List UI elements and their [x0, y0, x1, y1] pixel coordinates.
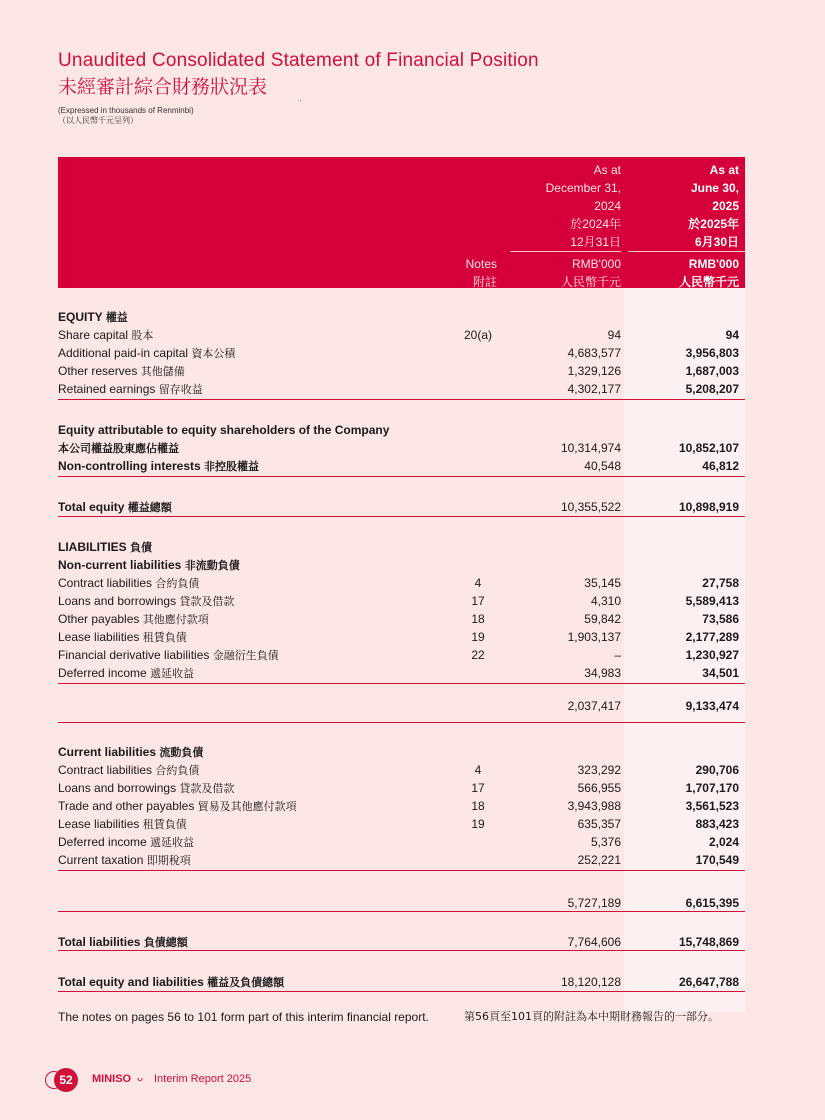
row-label-zh: 合約負債: [155, 577, 200, 590]
row-label-en: Total equity and liabilities: [58, 975, 204, 989]
table-rule: [58, 991, 745, 992]
row-label-en: Non-current liabilities: [58, 558, 182, 572]
row-value-2024: 10,314,974: [560, 441, 621, 455]
row-value-2025: 10,852,107: [678, 441, 739, 455]
row-value-2024: 59,842: [584, 612, 621, 626]
row-label-en: Non-controlling interests: [58, 459, 201, 473]
table-row: [58, 797, 745, 815]
row-label-en: Financial derivative liabilities: [58, 648, 210, 662]
report-name: Interim Report 2025: [154, 1073, 252, 1085]
page-title-zh: 未經審計綜合財務狀況表: [58, 76, 268, 98]
table-rule: [58, 722, 745, 723]
row-label-zh: 負債: [130, 541, 153, 554]
table-row: [58, 498, 745, 516]
table-row: [58, 743, 745, 761]
row-label-en: Lease liabilities: [58, 817, 140, 831]
header-unit-2025-en: RMB'000: [688, 257, 739, 271]
row-note: 19: [471, 630, 485, 644]
row-label-zh: 遞延收益: [150, 836, 195, 849]
currency-note-en: (Expressed in thousands of Renminbi): [58, 106, 194, 115]
table-row: [58, 833, 745, 851]
table-row: [58, 326, 745, 344]
row-label-en: Contract liabilities: [58, 763, 153, 777]
row-label-zh: 權益總額: [127, 501, 172, 514]
row-label: [58, 421, 389, 439]
row-label-zh: 資本公積: [191, 347, 236, 360]
row-label-en: Total liabilities: [58, 935, 141, 949]
row-label-zh: 其他儲備: [140, 365, 185, 378]
row-value-2024: 40,548: [584, 459, 621, 473]
row-label-en: Contract liabilities: [58, 576, 153, 590]
row-value-2025: 6,615,395: [685, 896, 739, 910]
header-2025-line: June 30,: [690, 181, 739, 195]
table-row: [58, 628, 745, 646]
row-label-zh: 貸款及借款: [179, 782, 235, 795]
row-note: 20(a): [463, 328, 492, 342]
header-divider-2024: [510, 251, 621, 252]
row-label: [58, 457, 259, 476]
table-row: [58, 894, 745, 912]
row-label-en: Loans and borrowings: [58, 594, 177, 608]
row-value-2024: 18,120,128: [560, 975, 621, 989]
row-label: [58, 326, 153, 345]
row-label: [58, 592, 234, 611]
row-label-en: LIABILITIES: [58, 540, 127, 554]
row-label: [58, 646, 279, 665]
row-value-2025: 94: [725, 328, 739, 342]
row-value-2025: 1,687,003: [685, 364, 739, 378]
row-label-en: Share capital: [58, 328, 129, 342]
table-rule: [58, 399, 745, 400]
row-label-en: Additional paid-in capital: [58, 346, 189, 360]
table-row: [58, 380, 745, 398]
row-note: 4: [474, 763, 482, 777]
header-2024-line: December 31,: [545, 181, 621, 195]
row-value-2024: 635,357: [577, 817, 621, 831]
header-2024-line: 2024: [594, 199, 621, 213]
row-label-zh: 貸款及借款: [179, 595, 235, 608]
row-label: [58, 815, 187, 834]
row-label-zh: 非流動負債: [184, 559, 240, 572]
row-value-2024: 5,727,189: [567, 896, 621, 910]
row-note: 17: [471, 594, 485, 608]
table-rule: [58, 950, 745, 951]
table-row: [58, 344, 745, 362]
row-label-en: Loans and borrowings: [58, 781, 177, 795]
header-2025-line: 6月30日: [694, 235, 739, 249]
table-row: [58, 592, 745, 610]
row-label-zh: 本公司權益股東應佔權益: [58, 442, 179, 455]
row-label-en: Deferred income: [58, 835, 147, 849]
row-value-2025: 10,898,919: [678, 500, 739, 514]
header-2024-line: As at: [593, 163, 621, 177]
row-value-2024: 323,292: [577, 763, 621, 777]
row-label-zh: 非控股權益: [204, 460, 260, 473]
header-2025-line: 於2025年: [688, 217, 739, 231]
row-value-2025: 2,024: [708, 835, 739, 849]
row-label-zh: 貿易及其他應付款項: [197, 800, 297, 813]
row-value-2025: 34,501: [702, 666, 739, 680]
table-row: [58, 308, 745, 326]
table-rule: [58, 870, 745, 871]
row-label: [58, 439, 179, 458]
table-row: [58, 538, 745, 556]
row-note: 4: [474, 576, 482, 590]
currency-note-zh: （以人民幣千元呈列）: [58, 116, 138, 125]
row-value-2024: 2,037,417: [567, 699, 621, 713]
row-label-zh: 遞延收益: [150, 667, 195, 680]
row-note: 18: [471, 799, 485, 813]
row-label: [58, 498, 172, 517]
row-label-zh: 負債總額: [143, 936, 188, 949]
page-number: 52: [54, 1068, 78, 1092]
row-value-2025: 1,707,170: [685, 781, 739, 795]
table-row: [58, 973, 745, 991]
table-row: [58, 362, 745, 380]
header-divider-2025: [628, 251, 745, 252]
row-note: 19: [471, 817, 485, 831]
row-value-2025: 170,549: [695, 853, 739, 867]
row-value-2025: 27,758: [702, 576, 739, 590]
stray-dot: [300, 100, 301, 101]
row-label-zh: 權益: [105, 311, 128, 324]
row-value-2025: 3,956,803: [685, 346, 739, 360]
row-label: [58, 610, 209, 629]
row-label: [58, 761, 199, 780]
table-rule: [58, 516, 745, 517]
row-value-2024: 1,329,126: [567, 364, 621, 378]
table-rule: [58, 476, 745, 477]
row-value-2024: 10,355,522: [560, 500, 621, 514]
row-value-2025: 1,230,927: [685, 648, 739, 662]
row-label: [58, 973, 284, 992]
header-2024-line: 於2024年: [570, 217, 621, 231]
row-value-2024: 252,221: [577, 853, 621, 867]
row-label-en: Total equity: [58, 500, 125, 514]
row-label-en: Deferred income: [58, 666, 147, 680]
row-label-en: Trade and other payables: [58, 799, 195, 813]
row-label-en: Other payables: [58, 612, 140, 626]
row-label: [58, 664, 194, 683]
row-value-2025: 3,561,523: [685, 799, 739, 813]
row-value-2025: 883,423: [695, 817, 739, 831]
row-label-zh: 租賃負債: [142, 631, 187, 644]
row-label-zh: 其他應付款項: [142, 613, 209, 626]
table-row: [58, 779, 745, 797]
row-value-2024: –: [614, 648, 621, 662]
row-value-2025: 2,177,289: [685, 630, 739, 644]
table-row: [58, 421, 745, 439]
header-2025-line: As at: [709, 163, 739, 177]
table-row: [58, 610, 745, 628]
header-col-2024: [500, 161, 621, 251]
row-value-2025: 9,133,474: [685, 699, 739, 713]
table-row: [58, 664, 745, 682]
row-label: [58, 574, 199, 593]
row-label-zh: 金融衍生負債: [212, 649, 279, 662]
table-row: [58, 439, 745, 457]
table-rule: [58, 683, 745, 684]
row-value-2024: 4,683,577: [567, 346, 621, 360]
row-label: [58, 344, 235, 363]
row-label-zh: 租賃負債: [142, 818, 187, 831]
row-value-2024: 34,983: [584, 666, 621, 680]
row-label-en: Equity attributable to equity shareholders of the Company: [58, 423, 390, 437]
row-label-zh: 合約負債: [155, 764, 200, 777]
row-label-en: Lease liabilities: [58, 630, 140, 644]
row-label-zh: 股本: [131, 329, 154, 342]
table-row: [58, 457, 745, 475]
table-row: [58, 933, 745, 951]
row-value-2024: 1,903,137: [567, 630, 621, 644]
row-value-2025: 46,812: [702, 459, 739, 473]
page-title-en: Unaudited Consolidated Statement of Financial Position: [58, 50, 539, 71]
row-label-zh: 即期稅項: [146, 854, 191, 867]
smile-logo-icon: ᴗ: [137, 1072, 144, 1084]
row-label-en: Retained earnings: [58, 382, 156, 396]
row-label: [58, 538, 152, 557]
row-label: [58, 362, 185, 381]
row-value-2024: 4,310: [590, 594, 621, 608]
row-label-en: EQUITY: [58, 310, 103, 324]
row-label: [58, 308, 128, 327]
row-label: [58, 779, 234, 798]
row-value-2024: 5,376: [590, 835, 621, 849]
row-label: [58, 797, 297, 816]
row-label-en: Other reserves: [58, 364, 138, 378]
table-row: [58, 556, 745, 574]
row-value-2024: 4,302,177: [567, 382, 621, 396]
row-value-2024: 94: [607, 328, 621, 342]
header-unit-2025-zh: 人民幣千元: [678, 275, 739, 289]
table-row: [58, 574, 745, 592]
row-label: [58, 628, 187, 647]
row-label: [58, 851, 191, 870]
row-note: 18: [471, 612, 485, 626]
row-value-2024: 566,955: [577, 781, 621, 795]
footnote-zh: 第56頁至101頁的附註為本中期財務報告的一部分。: [464, 1010, 719, 1023]
row-label-en: Current liabilities: [58, 745, 157, 759]
header-unit-2024-zh: 人民幣千元: [560, 275, 621, 289]
header-2025-line: 2025: [712, 199, 739, 213]
row-label: [58, 833, 194, 852]
row-note: 17: [471, 781, 485, 795]
row-value-2025: 26,647,788: [678, 975, 739, 989]
row-label: [58, 556, 240, 575]
table-row: [58, 646, 745, 664]
row-value-2024: 7,764,606: [567, 935, 621, 949]
header-notes-en: Notes: [465, 257, 497, 271]
row-note: 22: [471, 648, 485, 662]
header-unit-2025: [620, 255, 739, 291]
table-row: [58, 851, 745, 869]
header-notes-zh: 附註: [472, 275, 497, 289]
header-col-2025: [620, 161, 739, 251]
row-label-zh: 留存收益: [158, 383, 203, 396]
header-unit-2024: [500, 255, 621, 291]
row-label-zh: 流動負債: [159, 746, 204, 759]
row-value-2024: 3,943,988: [567, 799, 621, 813]
row-value-2024: 35,145: [584, 576, 621, 590]
header-unit-2024-en: RMB'000: [572, 257, 621, 271]
brand-name: MINISO: [92, 1073, 132, 1085]
table-row: [58, 815, 745, 833]
row-value-2025: 290,706: [695, 763, 739, 777]
row-label: [58, 743, 203, 762]
row-value-2025: 73,586: [702, 612, 739, 626]
header-notes: [440, 255, 497, 291]
table-rule: [58, 911, 745, 912]
row-label-en: Current taxation: [58, 853, 144, 867]
header-2024-line: 12月31日: [570, 235, 621, 249]
table-row: [58, 761, 745, 779]
row-label: [58, 380, 203, 399]
row-value-2025: 15,748,869: [678, 935, 739, 949]
row-value-2025: 5,589,413: [685, 594, 739, 608]
row-value-2025: 5,208,207: [685, 382, 739, 396]
table-row: [58, 697, 745, 715]
row-label-zh: 權益及負債總額: [207, 976, 285, 989]
footnote-en: The notes on pages 56 to 101 form part of this interim financial report.: [58, 1010, 429, 1024]
currency-note: [58, 106, 194, 126]
